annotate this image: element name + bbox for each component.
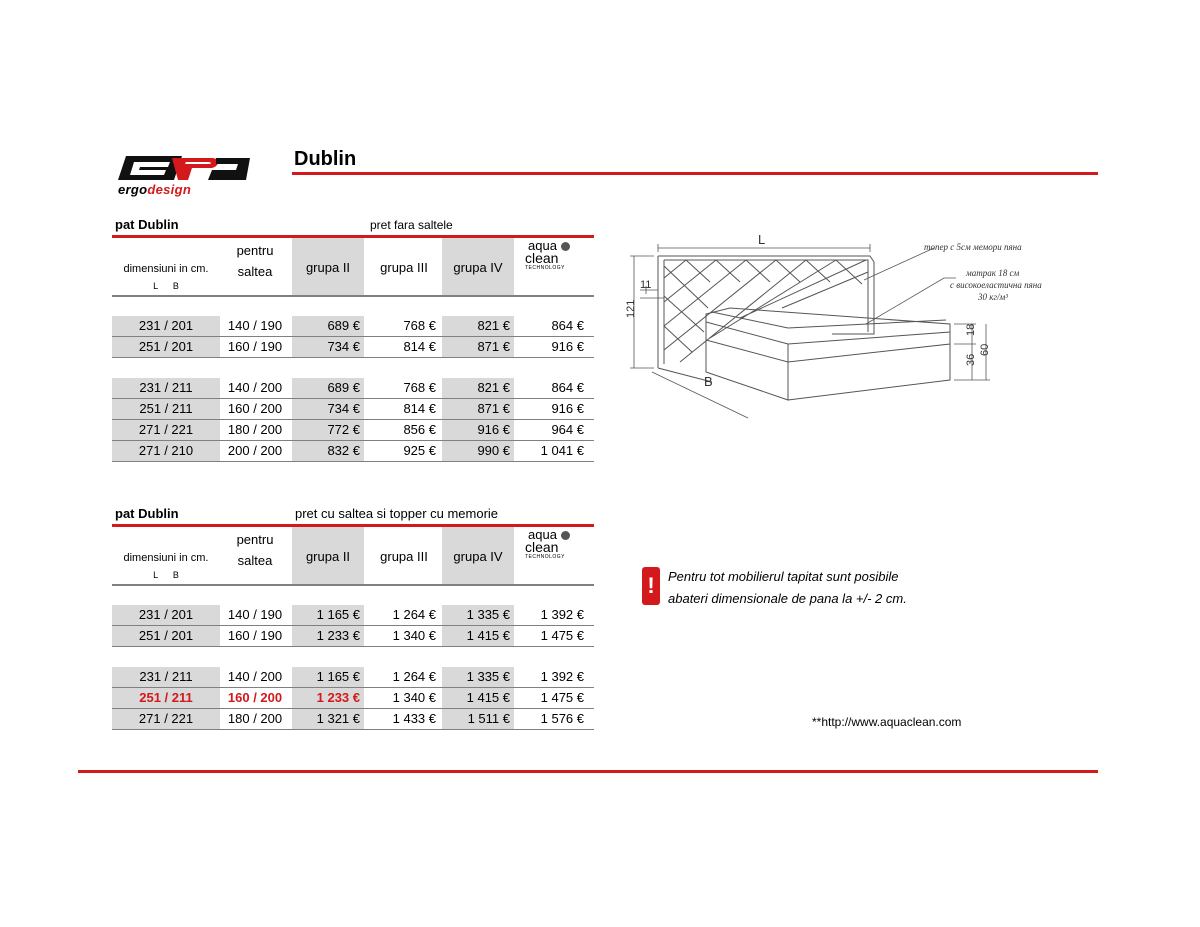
table-row [112, 688, 594, 709]
notice-line-2: abateri dimensionale de pana la +/- 2 cm. [668, 591, 907, 606]
cell-dimensions: 271 / 221 [112, 420, 220, 440]
cell-aquaclean: 864 € [551, 318, 584, 333]
dim-label-121: 121 [625, 299, 637, 318]
cell-aquaclean: 1 392 € [540, 669, 584, 684]
cell-grupa-iv: 1 335 € [442, 605, 514, 625]
aquaclean-drop-icon [561, 531, 570, 540]
ergodesign-logo [112, 152, 252, 197]
header-saltea: pentru saltea [236, 532, 274, 568]
header-grupa-ii: grupa II [292, 238, 364, 295]
dim-label-11: 11 [640, 279, 652, 291]
header-dimensions: dimensiuni in cm. L B [123, 263, 209, 291]
table-row [112, 378, 594, 399]
header-saltea: pentru saltea [236, 243, 274, 279]
header-grupa-iii: grupa III [380, 260, 428, 275]
price-table-with-mattress [112, 503, 594, 733]
aquaclean-logo: aqua clean TECHNOLOGY [525, 240, 577, 274]
cell-grupa-iii: 1 340 € [392, 628, 436, 643]
cell-saltea: 160 / 200 [227, 690, 283, 705]
cell-aquaclean: 1 475 € [540, 628, 584, 643]
table-row [112, 626, 594, 647]
cell-grupa-ii: 1 165 € [292, 667, 364, 687]
table-subtitle: pret cu saltea si topper cu memorie [295, 506, 499, 521]
cell-dimensions: 231 / 201 [112, 605, 220, 625]
dim-label-60: 60 [979, 343, 991, 356]
logo-text: ergodesign [118, 182, 192, 197]
cell-grupa-iv: 916 € [442, 420, 514, 440]
cell-saltea: 140 / 190 [227, 607, 283, 622]
cell-grupa-iv: 1 415 € [442, 688, 514, 708]
cell-saltea: 160 / 190 [227, 628, 283, 643]
cell-dimensions: 231 / 201 [112, 316, 220, 336]
cell-grupa-iv: 1 335 € [442, 667, 514, 687]
cell-dimensions: 231 / 211 [112, 378, 220, 398]
aquaclean-logo: aqua clean TECHNOLOGY [525, 529, 577, 563]
bed-dimension-diagram [612, 232, 1062, 432]
table-row [112, 441, 594, 462]
cell-grupa-iv: 1 511 € [442, 709, 514, 729]
cell-grupa-ii: 734 € [292, 337, 364, 357]
cell-grupa-iv: 871 € [442, 399, 514, 419]
cell-grupa-iii: 1 433 € [392, 711, 436, 726]
table-title: pat Dublin [115, 506, 179, 521]
header-bottom-line [112, 295, 594, 297]
aquaclean-link[interactable]: **http://www.aquaclean.com [812, 715, 962, 729]
cell-saltea: 140 / 200 [227, 380, 283, 395]
dimension-notice [668, 566, 907, 610]
mattress-note-2: с високоеластична пяна [950, 280, 1042, 290]
cell-grupa-iii: 925 € [403, 443, 436, 458]
cell-grupa-iv: 1 415 € [442, 626, 514, 646]
cell-aquaclean: 964 € [551, 422, 584, 437]
cell-dimensions: 271 / 210 [112, 441, 220, 461]
footer-divider [78, 770, 1098, 773]
cell-aquaclean: 1 041 € [540, 443, 584, 458]
cell-grupa-iii: 1 264 € [392, 607, 436, 622]
cell-grupa-iii: 1 340 € [392, 690, 436, 705]
table-title: pat Dublin [115, 217, 179, 232]
cell-grupa-iii: 856 € [403, 422, 436, 437]
cell-dimensions: 251 / 211 [112, 399, 220, 419]
cell-dimensions: 251 / 201 [112, 337, 220, 357]
cell-aquaclean: 864 € [551, 380, 584, 395]
cell-saltea: 180 / 200 [227, 711, 283, 726]
cell-saltea: 140 / 200 [227, 669, 283, 684]
mattress-note-3: 30 кг/м³ [978, 292, 1008, 302]
logo-mark-icon [112, 152, 252, 184]
header-dimensions: dimensiuni in cm. L B [123, 552, 209, 580]
table-row [112, 667, 594, 688]
header-grupa-iii: grupa III [380, 549, 428, 564]
cell-grupa-iii: 814 € [403, 339, 436, 354]
dim-label-18: 18 [965, 323, 977, 336]
dim-label-36: 36 [965, 353, 977, 366]
cell-grupa-iv: 821 € [442, 316, 514, 336]
cell-grupa-iii: 768 € [403, 380, 436, 395]
cell-grupa-iii: 814 € [403, 401, 436, 416]
cell-aquaclean: 1 475 € [540, 690, 584, 705]
topper-note: топер с 5см мемори пяна [924, 242, 1022, 252]
cell-grupa-iv: 821 € [442, 378, 514, 398]
cell-dimensions: 251 / 211 [112, 688, 220, 708]
table-header [112, 527, 594, 584]
table-row [112, 420, 594, 441]
cell-grupa-ii: 1 165 € [292, 605, 364, 625]
header-grupa-ii: grupa II [292, 527, 364, 584]
table-row [112, 316, 594, 337]
cell-saltea: 200 / 200 [227, 443, 283, 458]
cell-dimensions: 251 / 201 [112, 626, 220, 646]
cell-grupa-iv: 990 € [442, 441, 514, 461]
price-table-no-mattress [112, 214, 594, 464]
dim-label-l: L [758, 232, 766, 247]
table-row [112, 337, 594, 358]
table-header [112, 238, 594, 295]
header-bottom-line [112, 584, 594, 586]
mattress-note-1: матрак 18 см [966, 268, 1020, 278]
cell-grupa-ii: 1 233 € [292, 626, 364, 646]
table-subtitle: pret fara saltele [370, 218, 453, 232]
table-row [112, 605, 594, 626]
cell-saltea: 180 / 200 [227, 422, 283, 437]
cell-aquaclean: 916 € [551, 339, 584, 354]
cell-grupa-iii: 768 € [403, 318, 436, 333]
cell-aquaclean: 916 € [551, 401, 584, 416]
header-grupa-iv: grupa IV [442, 238, 514, 295]
page-title: Dublin [294, 148, 357, 170]
cell-grupa-ii: 689 € [292, 316, 364, 336]
warning-icon: ! [642, 567, 660, 605]
title-divider [292, 172, 1098, 175]
aquaclean-drop-icon [561, 242, 570, 251]
cell-grupa-ii: 689 € [292, 378, 364, 398]
cell-grupa-ii: 832 € [292, 441, 364, 461]
cell-grupa-ii: 1 233 € [292, 688, 364, 708]
cell-grupa-iii: 1 264 € [392, 669, 436, 684]
table-row [112, 399, 594, 420]
cell-grupa-ii: 734 € [292, 399, 364, 419]
header-grupa-iv: grupa IV [442, 527, 514, 584]
cell-aquaclean: 1 576 € [540, 711, 584, 726]
cell-aquaclean: 1 392 € [540, 607, 584, 622]
cell-dimensions: 271 / 221 [112, 709, 220, 729]
notice-line-1: Pentru tot mobilierul tapitat sunt posibile [668, 569, 899, 584]
dim-label-b: B [704, 374, 713, 389]
cell-saltea: 160 / 190 [227, 339, 283, 354]
cell-grupa-ii: 1 321 € [292, 709, 364, 729]
cell-grupa-ii: 772 € [292, 420, 364, 440]
cell-saltea: 140 / 190 [227, 318, 283, 333]
cell-saltea: 160 / 200 [227, 401, 283, 416]
cell-grupa-iv: 871 € [442, 337, 514, 357]
cell-dimensions: 231 / 211 [112, 667, 220, 687]
table-row [112, 709, 594, 730]
